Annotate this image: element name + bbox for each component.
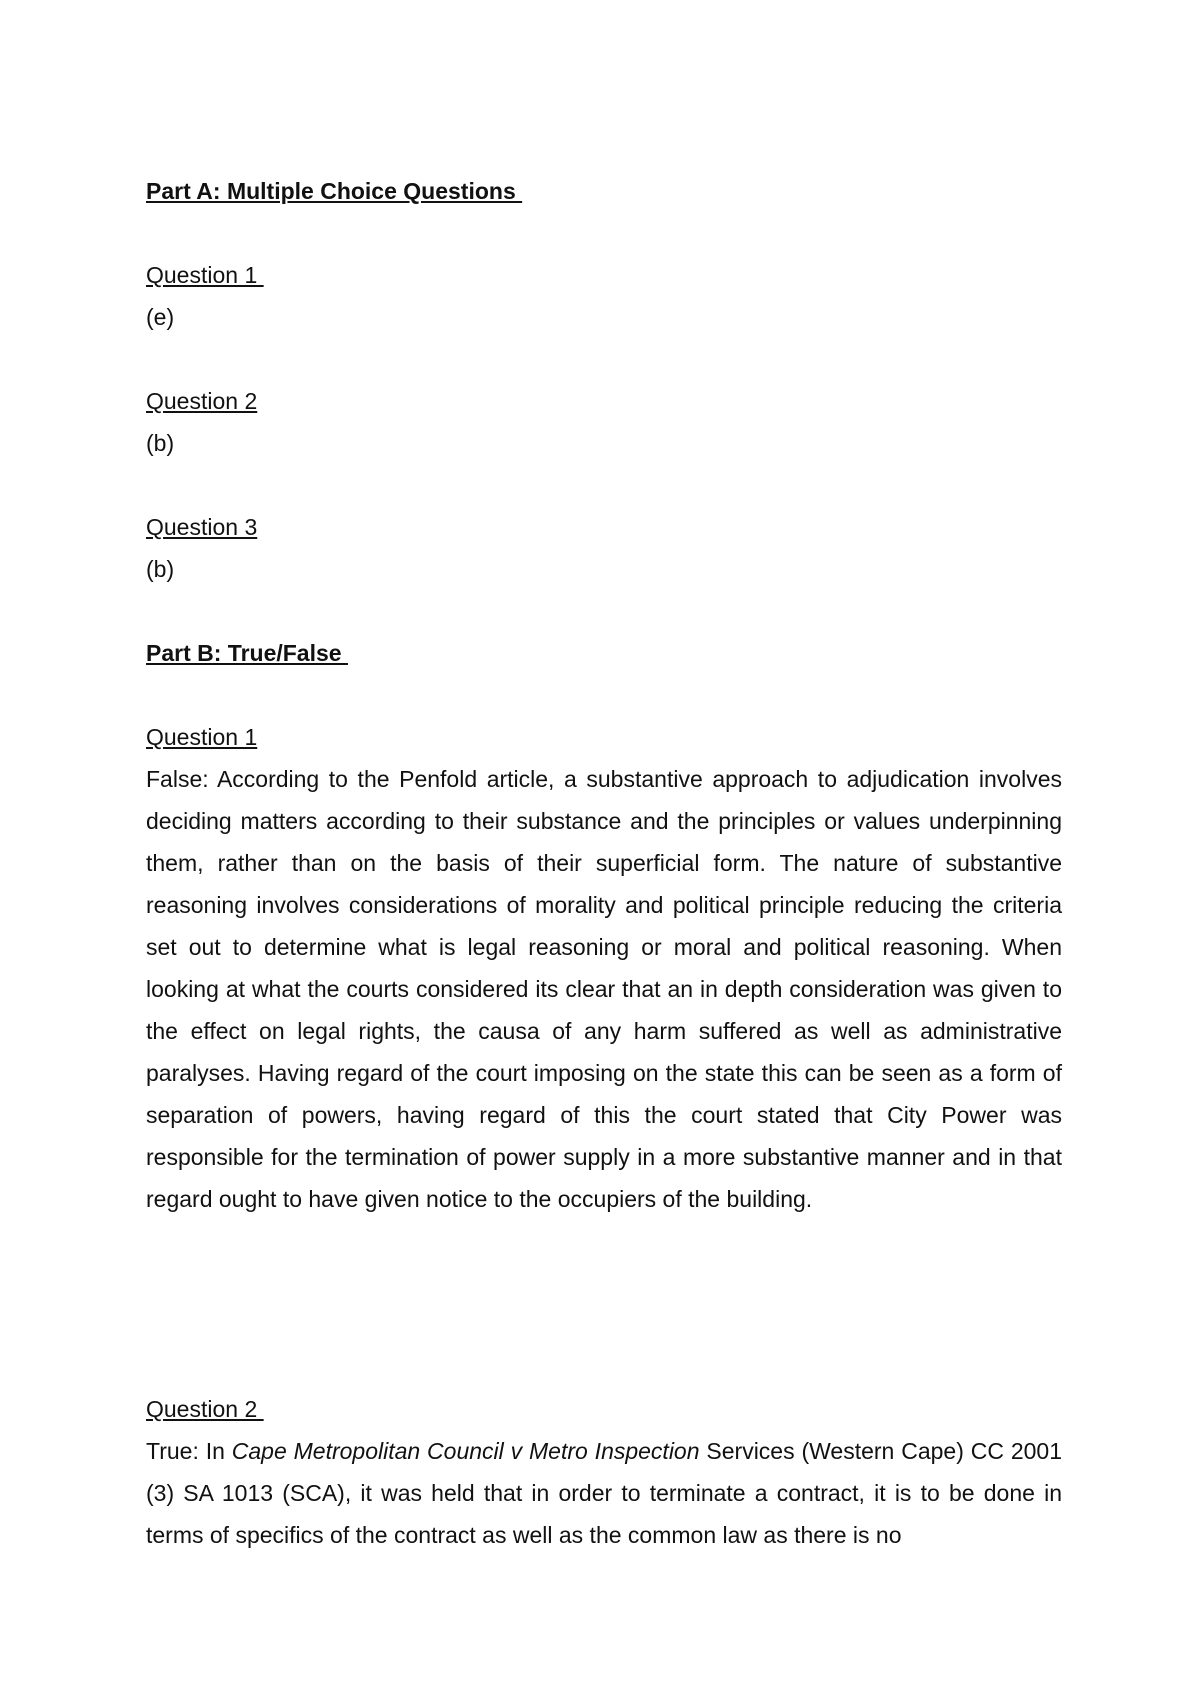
part-b-question-2-answer bbox=[146, 1430, 1062, 1556]
part-b-question-1-answer: False: According to the Penfold article, a substantive approach to adjudication involves deciding matters according to their substance and the principles or values underpinning them, rather than on the basis of their superficial form. The nature of substantive reasoning involves considerations of morality and political principle reducing the criteria set out to determine what is legal reasoning or moral and political reasoning. When looking at what the courts considered its clear that an in depth consideration was given to the effect on legal rights, the causa of any harm suffered as well as administrative paralyses. Having regard of the court imposing on the state this can be seen as a form of separation of powers, having regard of this the court stated that City Power was responsible for the termination of power supply in a more substantive manner and in that regard ought to have given notice to the occupiers of the building. bbox=[146, 766, 1062, 1212]
part-a-question-1-title: Question 1 bbox=[146, 262, 264, 288]
spacer bbox=[146, 212, 1062, 254]
part-b-question-2-title: Question 2 bbox=[146, 1396, 264, 1422]
part-a-heading: Part A: Multiple Choice Questions bbox=[146, 178, 523, 204]
spacer bbox=[146, 590, 1062, 632]
answer-text: Services (Western Cape) CC 2001 (3) SA 1013 (SCA), it was held that in order to terminate a contract, it is to be done in terms of specifics of the contract as well as the common law as there is no bbox=[146, 1438, 1062, 1548]
case-name: Cape Metropolitan Council v Metro Inspection bbox=[231, 1438, 700, 1464]
part-a-question-2-title: Question 2 bbox=[146, 388, 258, 414]
part-a-question-3-title: Question 3 bbox=[146, 514, 258, 540]
answer-prefix: True: In bbox=[146, 1438, 232, 1464]
part-b-heading: Part B: True/False bbox=[146, 640, 348, 666]
document-page bbox=[146, 170, 1062, 1556]
part-a-question-3-answer: (b) bbox=[146, 556, 175, 582]
part-a-question-2-answer: (b) bbox=[146, 430, 175, 456]
part-a-question-1-answer: (e) bbox=[146, 304, 175, 330]
part-b-question-1-title: Question 1 bbox=[146, 724, 258, 750]
spacer bbox=[146, 464, 1062, 506]
spacer bbox=[146, 1220, 1062, 1388]
spacer bbox=[146, 338, 1062, 380]
spacer bbox=[146, 674, 1062, 716]
